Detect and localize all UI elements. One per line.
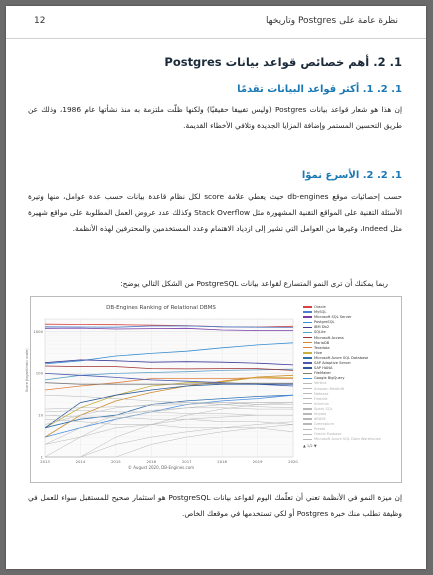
legend-label: Netezza — [314, 391, 329, 396]
legend-swatch — [303, 393, 312, 394]
legend-swatch — [303, 327, 312, 328]
chart-y-axis-label: Score (logarithmic scale) — [25, 348, 29, 392]
legend-swatch — [303, 403, 312, 404]
x-tick-label: 2013 — [40, 459, 50, 464]
legend-swatch — [303, 342, 312, 343]
legend-swatch — [303, 423, 312, 424]
legend-swatch — [303, 398, 312, 399]
legend-label: Microsoft SQL Server — [314, 315, 352, 320]
legend-label: Impala — [314, 411, 327, 416]
legend-pager[interactable]: ▲ 1/2 ▼ — [303, 443, 317, 448]
closing-paragraph: إن ميزة النمو في الأنظمة تعني أن تعلّمك اليوم لقواعد بيانات PostgreSQL هو استثمار صحيح للمستقبل سواء للعمل في وظيفة تطلب منك خبرة Postgres أو لكي تستخدمها في موقعك الخاص. — [28, 493, 403, 518]
chart-plot — [31, 297, 301, 482]
running-title: نظرة عامة على Postgres وتاريخها — [265, 16, 398, 26]
subsection-heading-2: 1. 2. 2. الأسرع نموًا — [301, 170, 402, 181]
legend-swatch — [303, 408, 312, 409]
legend-swatch — [303, 352, 312, 353]
legend-swatch — [303, 322, 312, 323]
legend-label: dBASE — [314, 417, 326, 422]
ranking-chart-figure — [25, 296, 402, 483]
x-tick-label: 2018 — [217, 459, 227, 464]
legend-label: Oracle — [314, 305, 326, 309]
x-tick-label: 2014 — [75, 459, 86, 464]
legend-swatch — [303, 357, 312, 358]
page-number: 12 — [34, 16, 46, 26]
x-tick-label: 2019 — [252, 459, 263, 464]
legend-label: Hive — [314, 350, 323, 355]
legend-swatch — [303, 434, 312, 435]
legend-swatch — [303, 383, 312, 384]
document-page — [6, 6, 426, 569]
legend-label: IBM Db2 — [314, 325, 330, 330]
subsection-2-paragraph: حسب إحصائيات موقع db-engines حيث يعطي علامة score لكل نظام قاعدة بيانات حسب عدة عوامل، منها وتيرة الأسئلة التقنية على المواقع التقنية المشهورة مثل Stack Overflow وكذلك عدد عروض العمل المطلوبة على مواقع شهيرة مثل Indeed، وغيرها من العوامل التي تشير إلى ازدياد الاهتمام وعدد المستخدمين والمحترفين لهذه الأنظمة. — [28, 192, 403, 233]
chart-footer: © August 2020, DB-Engines.com — [127, 465, 195, 470]
legend-label: Spark SQL — [314, 406, 333, 411]
legend-label: Vertica — [314, 381, 327, 386]
y-tick-label: 100 — [35, 370, 43, 376]
legend-swatch — [303, 332, 312, 333]
x-tick-label: 2020 — [288, 459, 298, 464]
legend-swatch — [303, 347, 312, 348]
legend-label: Informix — [314, 401, 329, 406]
legend-swatch — [303, 413, 312, 414]
legend-label: Firebird — [314, 396, 328, 401]
page-header — [6, 6, 426, 39]
subsection-heading-1: 1. 2. 1. أكثر قواعد البيانات تقدمًا — [237, 84, 402, 95]
legend-swatch — [303, 316, 312, 317]
y-tick-label: 10 — [38, 412, 43, 418]
legend-swatch — [303, 367, 312, 368]
x-tick-label: 2017 — [181, 459, 192, 464]
chart-title: DB-Engines Ranking of Relational DBMS — [106, 305, 216, 311]
legend-label: Presto — [314, 427, 326, 432]
legend-label: SAP Adaptive Server — [314, 361, 351, 366]
y-tick-label: 1 — [40, 454, 43, 460]
legend-label: FileMaker — [314, 371, 331, 376]
legend-item[interactable] — [303, 437, 398, 442]
figure-lead-sentence: ربما يمكنك أن ترى النمو المتسارع لقواعد بيانات PostgreSQL من الشكل التالي يوضح: — [120, 279, 388, 288]
legend-swatch — [303, 337, 312, 338]
x-tick-label: 2016 — [146, 459, 157, 464]
section-heading: 1. 2. أهم خصائص قواعد بيانات Postgres — [164, 55, 402, 69]
legend-label: SQLite — [314, 330, 326, 335]
x-tick-label: 2015 — [111, 459, 121, 464]
legend-label: Teradata — [314, 345, 330, 350]
legend-swatch — [303, 439, 312, 440]
legend-label: Oracle Essbase — [314, 432, 342, 437]
legend-label: PostgreSQL — [314, 320, 335, 325]
legend-label: Microsoft Access — [314, 335, 344, 340]
legend-label: Amazon Redshift — [314, 386, 345, 391]
legend-label: MariaDB — [314, 340, 330, 345]
legend-swatch — [303, 306, 312, 307]
legend-label: MySQL — [314, 310, 327, 315]
legend-swatch — [303, 373, 312, 374]
legend-swatch — [303, 388, 312, 389]
subsection-1-paragraph: إن هذا هو شعار قواعد بيانات Postgres (وليس تفييفا حقيقيًا) ولكنها ظلّت ملتزمة به منذ نشأتها عام 1986، وذلك عن طريق التحسين المستمر وإضافة المزايا الجديدة وتلافي الأخطاء القديمة. — [28, 105, 402, 130]
legend-swatch — [303, 362, 312, 363]
chart-legend — [303, 305, 398, 448]
legend-label: Google BigQuery — [314, 376, 345, 381]
legend-swatch — [303, 429, 312, 430]
legend-label: SAP HANA — [314, 366, 333, 371]
y-tick-label: 1000 — [33, 328, 43, 334]
legend-swatch — [303, 418, 312, 419]
legend-label: Microsoft Azure SQL Database — [314, 355, 369, 360]
legend-swatch — [303, 378, 312, 379]
legend-label: Microsoft Azure SQL Data Warehouse — [314, 437, 381, 442]
legend-swatch — [303, 311, 312, 312]
legend-label: Greenplum — [314, 422, 334, 427]
